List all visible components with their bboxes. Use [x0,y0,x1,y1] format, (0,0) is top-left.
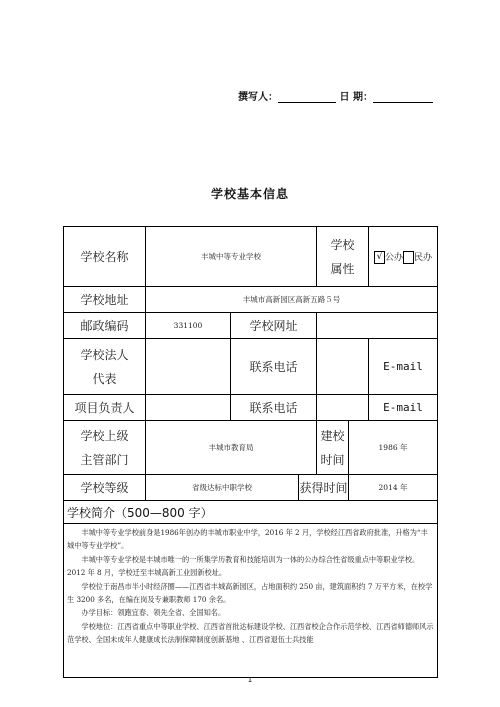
address-label: 学校地址 [64,287,146,313]
author-blank[interactable] [278,91,336,103]
private-checkbox[interactable] [403,251,414,264]
dept-value: 丰城市教育局 [146,421,317,475]
postcode-label: 邮政编码 [64,313,146,339]
project-lead-label: 项目负责人 [64,395,146,421]
row-intro-header [64,501,438,524]
dept-label [64,421,146,475]
legal-rep-label-line2: 代表 [92,371,117,386]
legal-phone-label: 联系电话 [231,339,317,395]
address-value: 丰城市高新园区高新五路５号 [146,287,438,313]
intro-label: 学校简介（500—800 字） [64,501,438,524]
project-phone-value [317,395,369,421]
row-project-lead [64,395,438,421]
legal-rep-value [146,339,231,395]
school-info-table [63,226,438,678]
date-blank[interactable] [373,91,433,103]
school-name-label: 学校名称 [64,227,146,287]
project-lead-value [146,395,231,421]
grade-label: 学校等级 [64,475,146,501]
public-checkbox[interactable]: √ [374,251,385,264]
legal-email-label: E-mail [369,339,438,395]
public-label: 公办 [385,252,404,263]
obtained-label: 获得时间 [299,475,349,501]
row-grade [64,475,438,501]
founded-label-line2: 时间 [320,452,345,467]
intro-paragraph: 丰城中等专业学校是丰城市唯一的一所集学历教育和技能培训为一体的公办综合性省级重点中等职业学校。2012 年 8 月，学校迁至丰城高新工业园新校址。 [67,554,420,578]
row-address [64,287,438,313]
school-attr-label-line2: 属性 [330,261,355,276]
author-label: 撰写人： [238,92,278,103]
founded-label [317,421,349,475]
author-date-line [238,88,433,103]
legal-phone-value [317,339,369,395]
founded-label-line1: 建校 [320,428,345,443]
project-email-label: E-mail [369,395,438,421]
page-number: 1 [247,676,253,684]
intro-paragraph: 学校位于南昌市半小时经济圈——江西省丰城高新园区，占地面积约 250 亩，建筑面积约 7 万平方米，在校学生 3200 多名，在编在岗及专兼职教师 170 余名。 [67,581,433,605]
legal-rep-label [64,339,146,395]
founded-value: 1986 年 [349,421,438,475]
school-attr-label [317,227,369,287]
grade-value: 省级达标中职学校 [146,475,299,501]
website-value [317,313,438,339]
obtained-value: 2014 年 [349,475,438,501]
ownership-options [369,227,438,287]
date-label: 日 期： [339,92,373,103]
intro-body [64,524,438,678]
project-phone-label: 联系电话 [231,395,317,421]
private-label: 民办 [414,252,433,263]
legal-rep-label-line1: 学校法人 [80,347,129,362]
row-department [64,421,438,475]
intro-paragraph: 办学目标：领跑宜春、领先全省、全国知名。 [81,608,226,618]
intro-paragraph: 学校地位：江西省重点中等职业学校、江西省首批达标建设学校、江西省校企合作示范学校、江西省师德师风示范学校、全国未成年人健康成长法制保障制度创新基地 、江西省退伍士兵技能 [67,621,434,645]
dept-label-line1: 学校上级 [80,428,129,443]
school-name-value: 丰城中等专业学校 [146,227,317,287]
row-postcode [64,313,438,339]
row-legal-rep [64,339,438,395]
postcode-value: 331100 [146,313,231,339]
row-intro-body [64,524,438,678]
intro-paragraph: 丰城中等专业学校前身是1986年创办的丰城市职业中学，2016 年 2 月，学校经江西省政府批准，升格为“丰城中等专业学校”。 [67,528,428,551]
school-attr-label-line1: 学校 [330,237,355,252]
document-title: 学校基本信息 [210,187,289,201]
dept-label-line2: 主管部门 [80,452,129,467]
website-label: 学校网址 [231,313,317,339]
row-school-name [64,227,438,287]
